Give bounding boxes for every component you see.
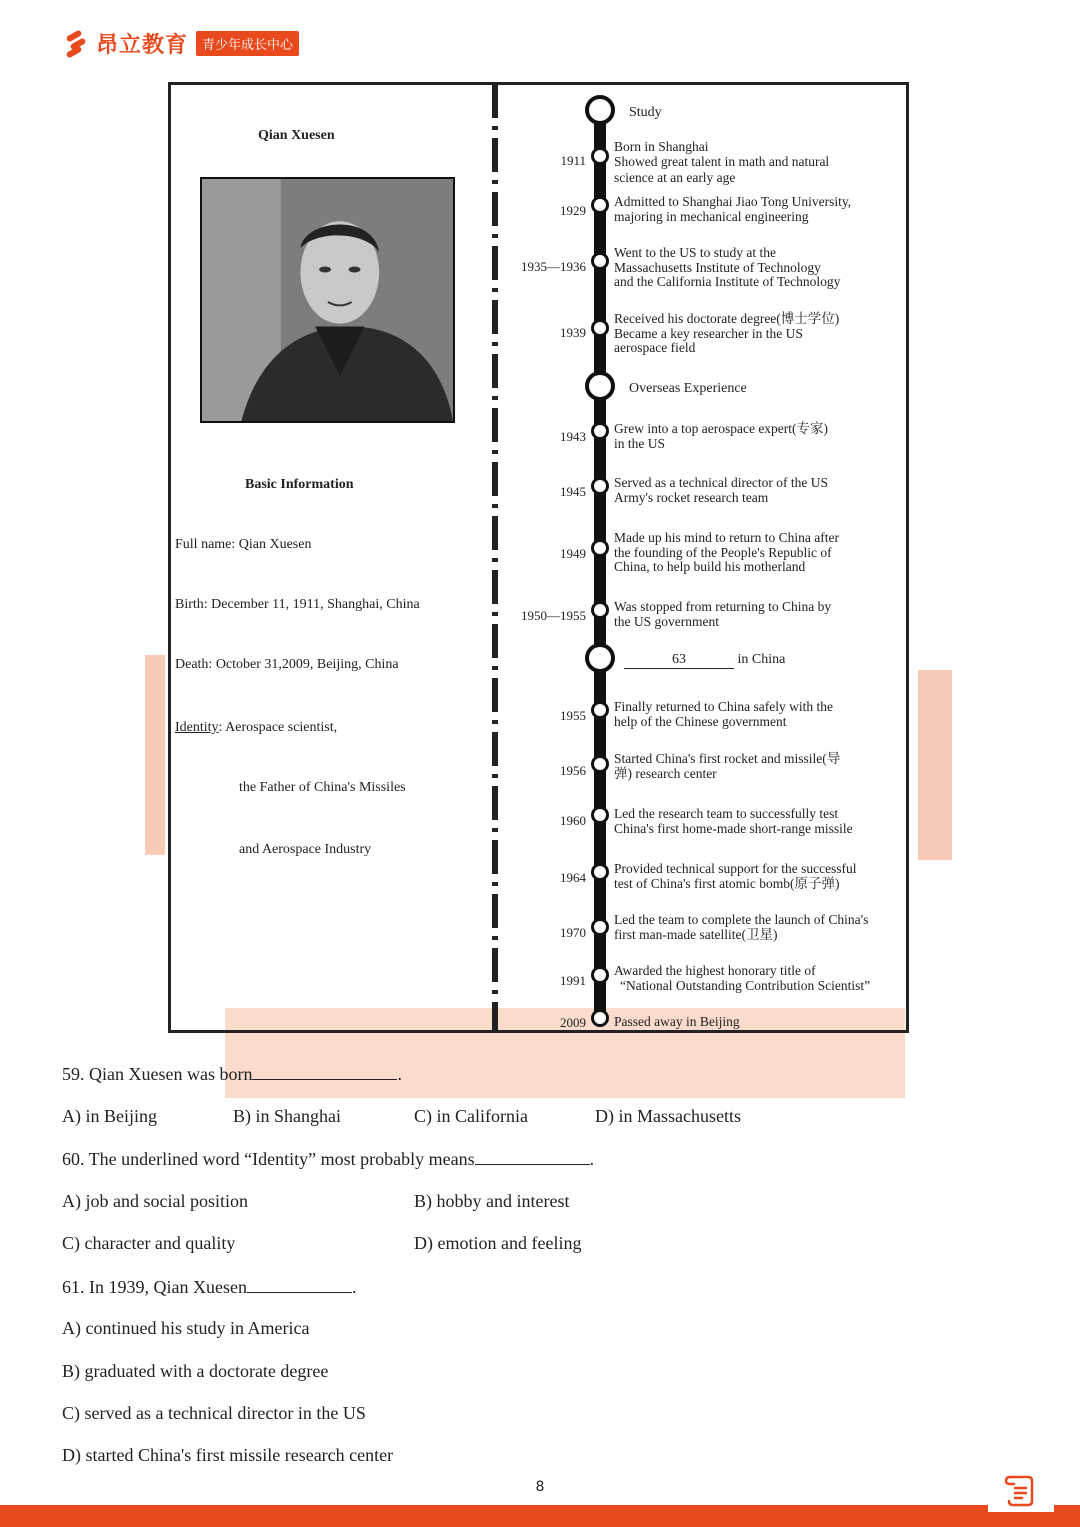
timeline-section-study: Study xyxy=(629,105,662,120)
event-year: 1970 xyxy=(560,925,586,940)
event-text xyxy=(614,700,904,729)
footer-bar xyxy=(0,1505,1080,1527)
timeline-node xyxy=(591,701,609,719)
event-line: majoring in mechanical engineering xyxy=(614,208,809,224)
timeline-node xyxy=(591,319,609,337)
event-line: Admitted to Shanghai Jiao Tong University, xyxy=(614,194,852,209)
header xyxy=(64,28,299,58)
timeline-node xyxy=(591,966,609,984)
q59-option-a[interactable]: A) in Beijing xyxy=(62,1106,157,1126)
watermark-shape xyxy=(145,655,165,855)
brand-tag: 青少年成长中心 xyxy=(196,31,299,56)
timeline-node xyxy=(591,196,609,214)
event-line: the founding of the People's Republic of xyxy=(614,544,832,560)
profile-name: Qian Xuesen xyxy=(258,128,335,143)
event-year: 1935—1936 xyxy=(521,259,586,274)
event-year: 1956 xyxy=(560,763,586,778)
event-text xyxy=(614,476,904,505)
timeline-node xyxy=(591,806,609,824)
birth-info: Birth: December 11, 1911, Shanghai, China xyxy=(175,597,420,612)
timeline-section-node xyxy=(585,95,615,125)
identity-label: Identity xyxy=(175,720,219,735)
question-60 xyxy=(62,1148,594,1170)
event-line: China, to help build his motherland xyxy=(614,559,806,574)
event-year: 1960 xyxy=(560,813,586,828)
q61-option-d[interactable]: D) started China's first missile research center xyxy=(62,1445,394,1465)
timeline-node xyxy=(591,601,609,619)
event-line: Led the research team to successfully test xyxy=(614,806,839,821)
identity-line xyxy=(175,720,337,736)
event-text xyxy=(614,913,904,942)
event-year: 1955 xyxy=(560,708,586,723)
event-text xyxy=(614,140,904,186)
event-year: 1939 xyxy=(560,325,586,340)
event-line: Awarded the highest honorary title of xyxy=(614,963,816,978)
event-line: the US government xyxy=(614,613,719,629)
event-line: Born in Shanghai xyxy=(614,139,709,154)
page-number: 8 xyxy=(535,1479,545,1495)
q60-option-d[interactable]: D) emotion and feeling xyxy=(414,1233,582,1253)
event-line: Was stopped from returning to China by xyxy=(614,599,832,614)
question-61-stem: 61. In 1939, Qian Xuesen xyxy=(62,1277,247,1297)
event-line: Grew into a top aerospace expert(专家) xyxy=(614,421,829,436)
q60-option-a[interactable]: A) job and social position xyxy=(62,1191,248,1211)
question-60-end: . xyxy=(589,1149,595,1169)
event-line: help of the Chinese government xyxy=(614,713,787,729)
event-line: aerospace field xyxy=(614,340,696,355)
timeline-node xyxy=(591,477,609,495)
q59-option-b[interactable]: B) in Shanghai xyxy=(233,1106,341,1126)
answer-blank[interactable] xyxy=(247,1276,352,1293)
question-61-end: . xyxy=(351,1277,357,1297)
event-line: Served as a technical director of the US xyxy=(614,475,829,490)
question-60-stem: 60. The underlined word “Identity” most probably means xyxy=(62,1149,475,1169)
event-line: Became a key researcher in the US xyxy=(614,325,803,341)
event-line: 弹) research center xyxy=(614,765,717,781)
timeline-node xyxy=(591,1009,609,1027)
event-text xyxy=(614,807,904,836)
event-text xyxy=(614,964,904,993)
timeline-node xyxy=(591,755,609,773)
event-line: Started China's first rocket and missile(导 xyxy=(614,751,841,766)
event-year: 1945 xyxy=(560,484,586,499)
question-61 xyxy=(62,1276,356,1298)
event-year: 1911 xyxy=(560,153,586,168)
q60-option-b[interactable]: B) hobby and interest xyxy=(414,1191,570,1211)
event-line: “National Outstanding Contribution Scientist” xyxy=(620,977,871,993)
event-line: Massachusetts Institute of Technology xyxy=(614,259,821,275)
event-line: Made up his mind to return to China after xyxy=(614,530,839,545)
event-line: Showed great talent in math and natural xyxy=(614,153,830,169)
q59-option-d[interactable]: D) in Massachusetts xyxy=(595,1106,741,1126)
event-line: test of China's first atomic bomb(原子弹) xyxy=(614,875,840,891)
event-text xyxy=(614,422,904,451)
blank-63-number: 63 xyxy=(672,652,686,667)
identity-line-2: the Father of China's Missiles xyxy=(239,780,406,795)
timeline-node xyxy=(591,863,609,881)
timeline-node xyxy=(591,918,609,936)
event-line: Went to the US to study at the xyxy=(614,245,777,260)
section-in-china: in China xyxy=(737,652,786,667)
question-59-stem: 59. Qian Xuesen was born xyxy=(62,1064,253,1084)
timeline-section-overseas: Overseas Experience xyxy=(629,381,747,396)
event-year: 1949 xyxy=(560,546,586,561)
timeline-node xyxy=(591,252,609,270)
identity-text: : Aerospace scientist, xyxy=(218,720,338,735)
event-line: science at an early age xyxy=(614,170,736,185)
q61-option-b[interactable]: B) graduated with a doctorate degree xyxy=(62,1361,329,1381)
event-year: 1991 xyxy=(560,973,586,988)
timeline-section-node xyxy=(585,371,615,401)
timeline-node xyxy=(591,147,609,165)
event-line: and the California Institute of Technology xyxy=(614,274,841,289)
portrait-photo xyxy=(200,177,455,423)
event-text xyxy=(614,752,904,781)
event-line: Received his doctorate degree(博士学位) xyxy=(614,311,840,326)
event-text xyxy=(614,531,904,575)
q61-option-a[interactable]: A) continued his study in America xyxy=(62,1318,310,1338)
timeline-node xyxy=(591,422,609,440)
event-text xyxy=(614,246,904,290)
event-line: Finally returned to China safely with the xyxy=(614,699,833,714)
q61-option-c[interactable]: C) served as a technical director in the US xyxy=(62,1403,366,1423)
event-line: first man-made satellite(卫星) xyxy=(614,926,778,942)
event-year: 1943 xyxy=(560,429,586,444)
event-year: 1950—1955 xyxy=(521,608,586,623)
event-text xyxy=(614,195,904,224)
q60-option-c[interactable]: C) character and quality xyxy=(62,1233,236,1253)
question-59 xyxy=(62,1063,402,1085)
event-year: 1929 xyxy=(560,203,586,218)
event-year: 2009 xyxy=(560,1015,586,1030)
portrait-image-icon xyxy=(202,179,453,421)
event-line: Army's rocket research team xyxy=(614,489,769,505)
answer-blank[interactable] xyxy=(475,1148,590,1165)
document-scroll-icon[interactable] xyxy=(1004,1474,1036,1508)
timeline-section-china xyxy=(624,652,785,669)
basic-info-heading: Basic Information xyxy=(245,477,354,492)
brand-logo-icon xyxy=(64,30,92,56)
event-line: Provided technical support for the successful xyxy=(614,861,857,876)
event-line: Led the team to complete the launch of China's xyxy=(614,912,869,927)
event-line: China's first home-made short-range missile xyxy=(614,820,853,836)
timeline-section-node xyxy=(585,643,615,673)
timeline-spine xyxy=(594,112,606,1024)
event-line: in the US xyxy=(614,435,666,451)
identity-line-3: and Aerospace Industry xyxy=(239,842,372,857)
event-text xyxy=(614,600,904,629)
answer-blank[interactable] xyxy=(252,1063,397,1080)
full-name: Full name: Qian Xuesen xyxy=(175,537,312,552)
event-text xyxy=(614,862,904,891)
question-59-end: . xyxy=(397,1064,402,1084)
dashed-divider xyxy=(492,84,498,1030)
brand-name: 昂立教育 xyxy=(96,32,189,58)
blank-63 xyxy=(624,652,734,669)
timeline-node xyxy=(591,539,609,557)
death-info: Death: October 31,2009, Beijing, China xyxy=(175,657,399,672)
event-text xyxy=(614,312,904,356)
event-year: 1964 xyxy=(560,870,586,885)
event-text xyxy=(614,1015,904,1030)
event-line: Passed away in Beijing xyxy=(614,1014,740,1029)
q59-option-c[interactable]: C) in California xyxy=(414,1106,528,1126)
watermark-shape xyxy=(918,670,952,860)
